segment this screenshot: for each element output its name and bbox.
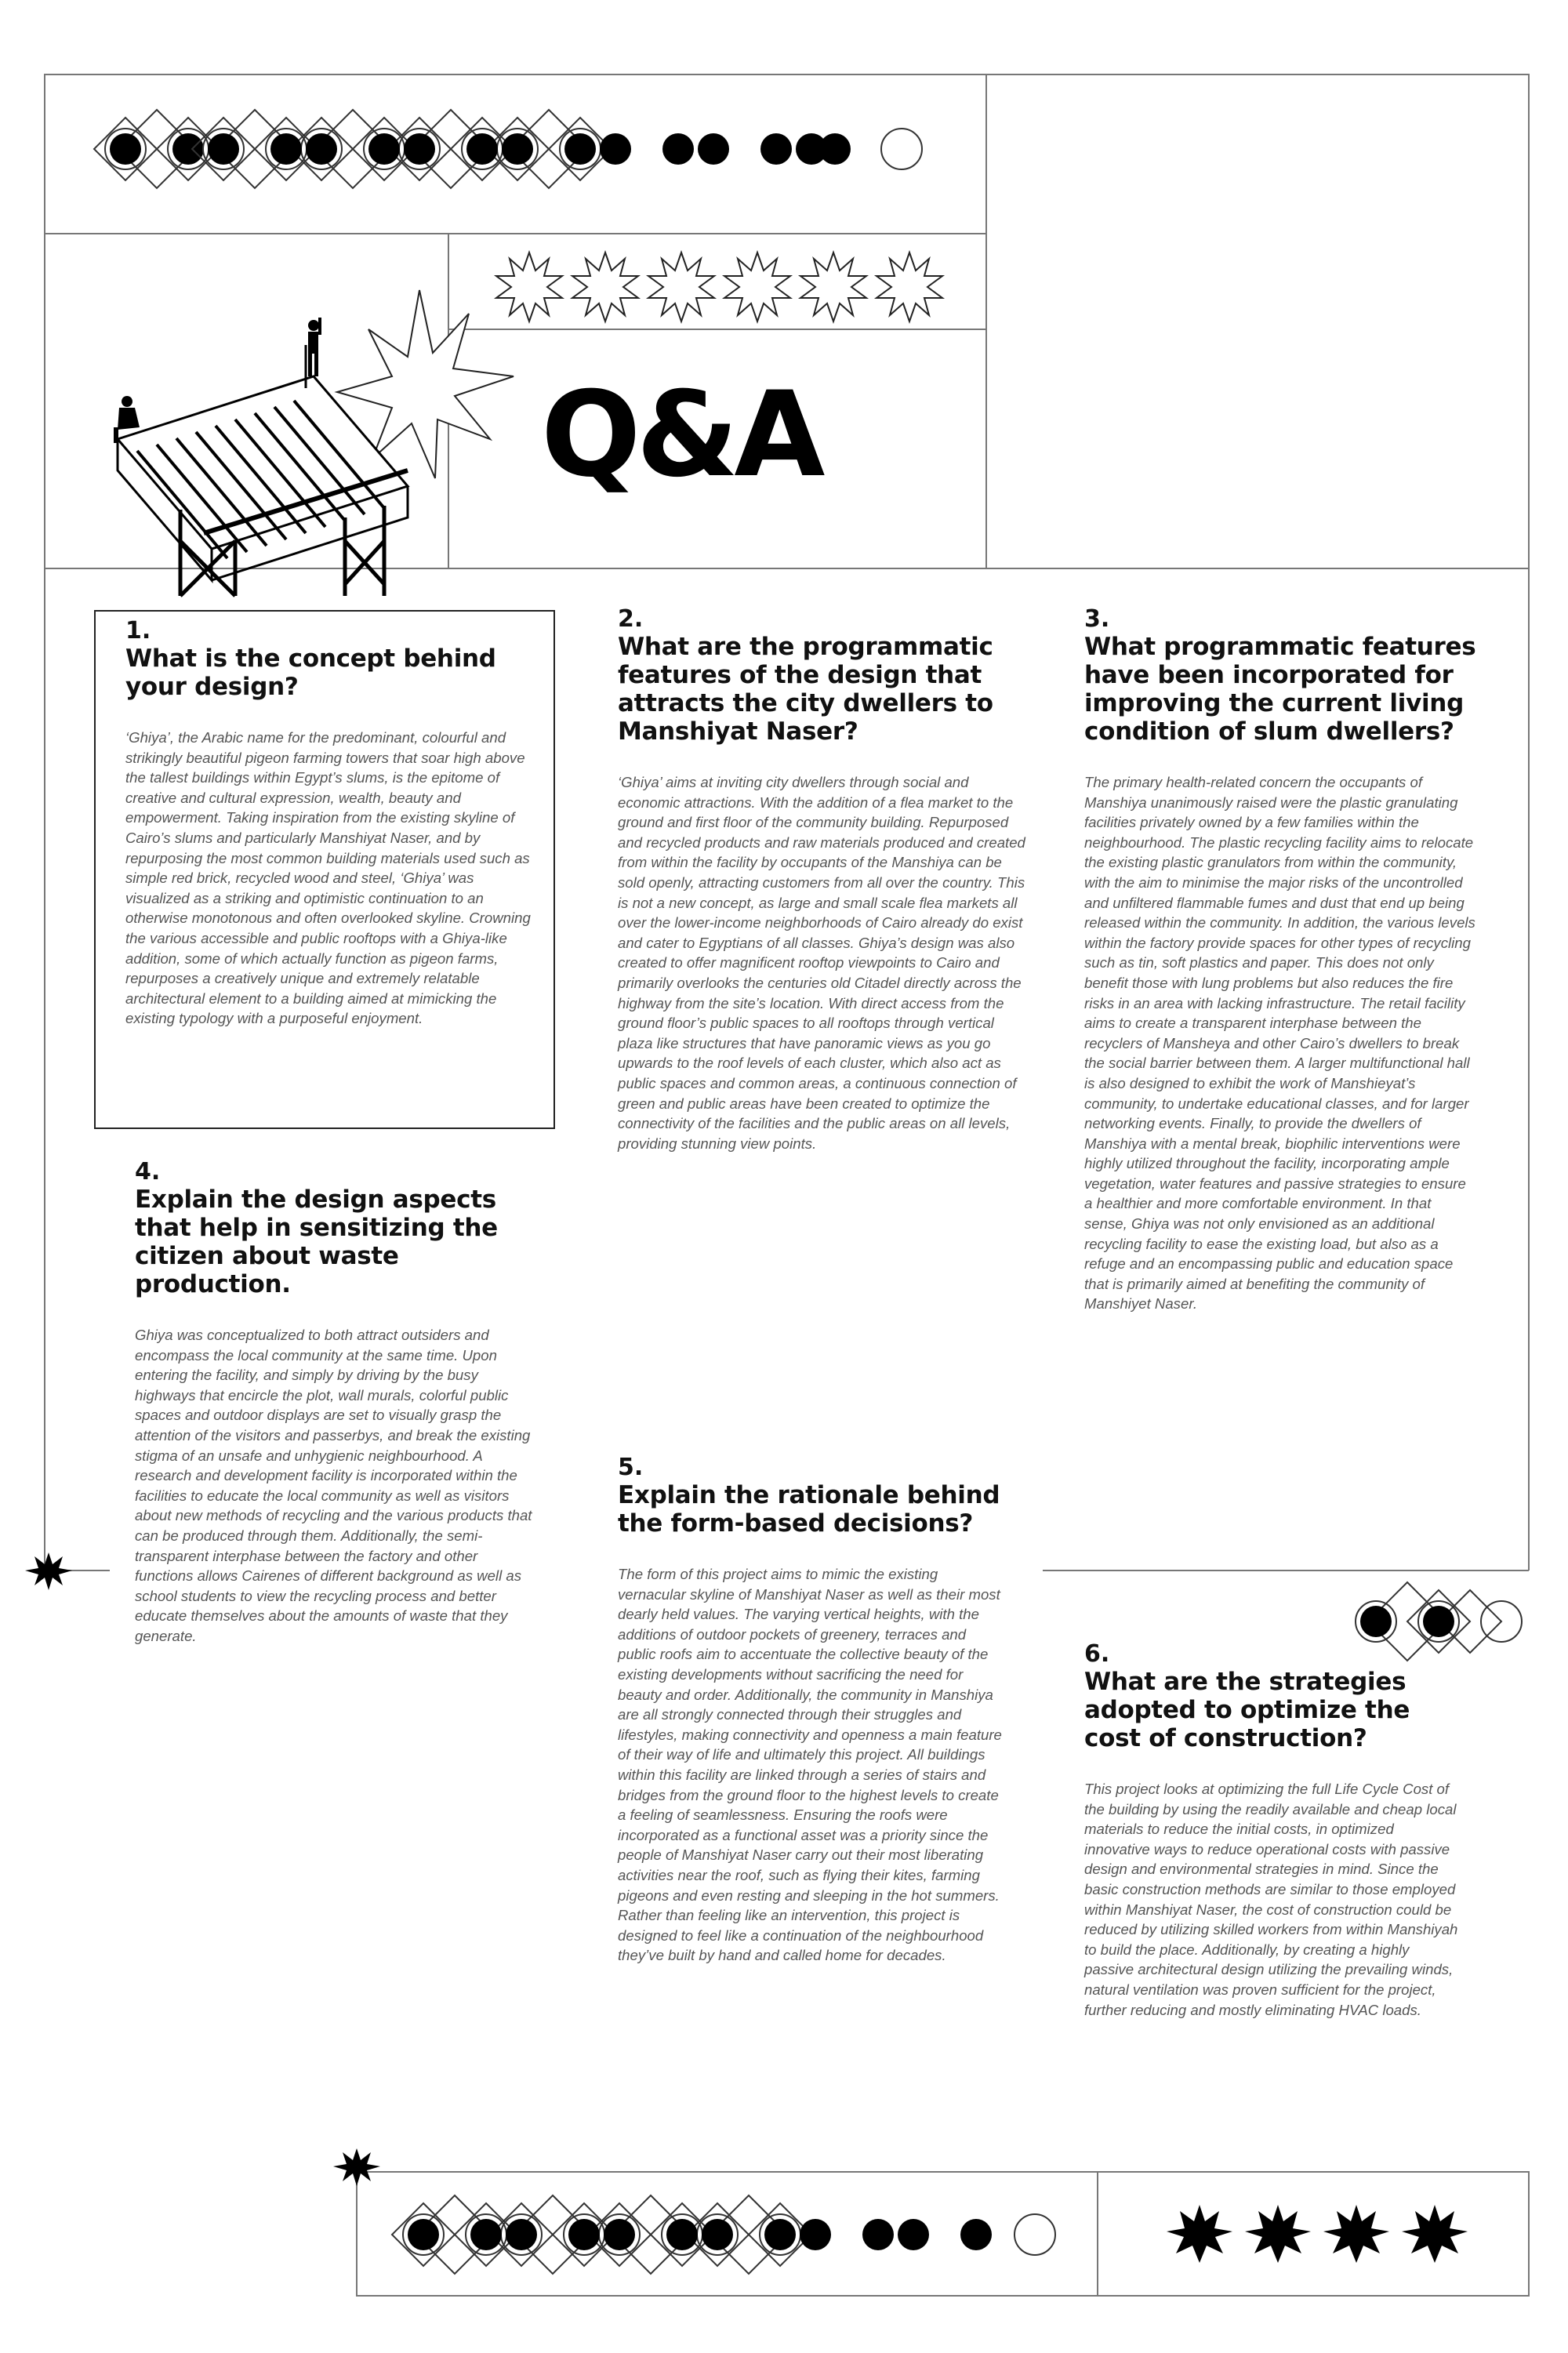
qa-6-number: 6.	[1084, 1640, 1110, 1668]
qa-1	[125, 618, 533, 1029]
pigeon-tower-illustration	[118, 345, 408, 596]
qa-3-question: What programmatic features have been incorporated for improving the current living condition of slum dwellers?	[1084, 633, 1476, 746]
qa-3-number: 3.	[1084, 605, 1110, 633]
qa-1-number: 1.	[125, 617, 151, 645]
qa-6-question: What are the strategies adopted to optimize the cost of construction?	[1084, 1668, 1410, 1752]
qa-6-answer: This project looks at optimizing the full Life Cycle Cost of the building by using the readily available and cheap local materials to reduce the initial costs, in optimized innovative ways to reduce operational costs with passive design and environmental strategies in mind. Since the basic construction methods are similar to those employed within Manshiyat Naser, the cost of construction could be reduced by utilizing skilled workers from within Manshiyah to build the place. Additionally, by creating a highly passive architectural design utilizing the prevailing winds, natural ventilation was proven sufficient for the project, further reducing and mostly eliminating HVAC loads.	[1084, 1781, 1458, 2018]
page-title: Q&A	[541, 367, 821, 503]
qa-5-number: 5.	[618, 1454, 644, 1481]
solid-star-left	[25, 1552, 72, 1590]
qa-4-answer: Ghiya was conceptualized to both attract outsiders and encompass the local community at the same time. Upon entering the facility, and simply by driving by the busy highways that encircle the plot, wall murals, colorful public spaces and outdoor displays are set to visually grasp the attention of the visitors and passerbys, and break the existing stigma of an unsafe and unhygienic neighbourhood. A research and development facility is incorporated within the facilities to educate the local community as well as visitors about new methods of recycling and the various products that can be produced through them. Additionally, the semi-transparent interphase between the factory and other functions allows Cairenes of different background as well as school students to view the recycling process and better educate themselves about the amounts of waste that they generate.	[135, 1327, 532, 1644]
solid-star-bottom	[333, 2148, 380, 2186]
qa-4	[135, 1159, 535, 1647]
qa-4-question: Explain the design aspects that help in sensitizing the citizen about waste production.	[135, 1186, 498, 1298]
qa-1-answer: ‘Ghiya’, the Arabic name for the predominant, colourful and strikingly beautiful pigeon farming towers that soar high above the tallest buildings within Egypt’s slums, is the epitome of creative and cultural expression, wealth, beauty and empowerment. Taking inspiration from the existing skyline of Cairo’s slums and particularly Manshiyat Naser, and by repurposing the most common building materials used such as simple red brick, recycled wood and steel, ‘Ghiya’ was visualized as a striking and optimistic continuation to an otherwise monotonous and often overlooked skyline. Crowning the various accessible and public rooftops with a Ghiya-like addition, some of which actually function as pigeon farms, repurposes a creatively unique and extremely relatable architectural element to a building aimed at mimicking the existing typology with a purposeful enjoyment.	[125, 729, 531, 1027]
qa-3-answer: The primary health-related concern the occupants of Manshiya unanimously raised were the plastic granulating facilities privately owned by a few families within the neighbourhood. The plastic recycling facility aims to relocate the existing plastic granulators from within the community, with the aim to minimise the major risks of the uncontrolled and unfiltered flammable fumes and dust that end up being released within the community. In addition, the various levels within the factory provide spaces for other types of recycling such as tin, soft plastics and paper. This does not only benefit those with lung problems but also reduces the fire risks in an area with lacking infrastructure. The retail facility aims to create a transparent interphase between the recyclers of Mansheya and other Cairo’s dwellers to break the social barrier between them. A larger multifunctional hall is also designed to exhibit the work of Manshieyat’s community, to undertake educational classes, and for larger networking events. Finally, to provide the dwellers of Manshiya with a mental break, biophilic interventions were highly utilized throughout the facility, incorporating ample vegetation, water features and passive strategies to ensure a healthier and more comfortable environment. In that sense, Ghiya was not only envisioned as an additional recycling facility to ease the existing load, but also as a refuge and an encompassing public and education space that is primarily aimed at benefiting the community of Manshiyet Naser.	[1084, 774, 1475, 1313]
qa-3	[1084, 606, 1476, 1314]
qa-1-question: What is the concept behind your design?	[125, 645, 496, 701]
outline-star-row	[496, 252, 942, 321]
qa-5	[618, 1454, 1002, 1966]
qa-6	[1084, 1641, 1461, 2020]
qa-4-number: 4.	[135, 1158, 161, 1186]
qa-5-answer: The form of this project aims to mimic the existing vernacular skyline of Manshiyat Naser as well as their most dearly held values. The varying vertical heights, with the additions of outdoor pockets of greenery, terraces and public roofs aim to accentuate the collective beauty of the existing developments without sacrificing the need for beauty and order. Additionally, the community in Manshiya are all strongly connected through their struggles and lifestyles, making connectivity and openness a main feature of their way of life and ultimately this project. All buildings within this facility are linked through a series of stairs and bridges from the ground floor to the highest levels to create a feeling of seamlessness. Ensuring the roofs were incorporated as a functional asset was a priority since the people of Manshiyat Naser carry out their most liberating activities near the roof, such as flying their kites, farming pigeons and even resting and sleeping in the hot summers. Rather than feeling like an intervention, this project is designed to feel like a continuation of the neighbourhood they’ve built by hand and called home for decades.	[618, 1566, 1002, 1964]
qa-2-answer: ‘Ghiya’ aims at inviting city dwellers through social and economic attractions. With the addition of a flea market to the ground and first floor of the community building. Repurposed and recycled products and raw materials produced and created from within the facility by occupants of the Manshiya can be sold openly, attracting customers from all over the country. This is not a new concept, as large and small scale flea markets all over the lower-income neighborhoods of Cairo already do exist and cater to Egyptians of all classes. Ghiya’s design was also created to offer magnificent rooftop viewpoints to Cairo and primarily overlooks the centuries old Citadel directly across the highway from the site’s location. With direct access from the ground floor’s public spaces to all rooftops through vertical plaza like structures that have panoramic views as you go upwards to the roof levels of each cluster, which also act as public spaces and common areas, a continuous connection of green and public areas have been created to optimize the connectivity of the facilities and the public areas on all levels, providing stunning view points.	[618, 774, 1025, 1152]
solid-star-row	[1167, 2205, 1468, 2263]
qa-5-question: Explain the rationale behind the form-based decisions?	[618, 1481, 1000, 1538]
qa-2	[618, 606, 1025, 1153]
qa-2-number: 2.	[618, 605, 644, 633]
qa-2-question: What are the programmatic features of the design that attracts the city dwellers to Manshiyat Naser?	[618, 633, 993, 746]
